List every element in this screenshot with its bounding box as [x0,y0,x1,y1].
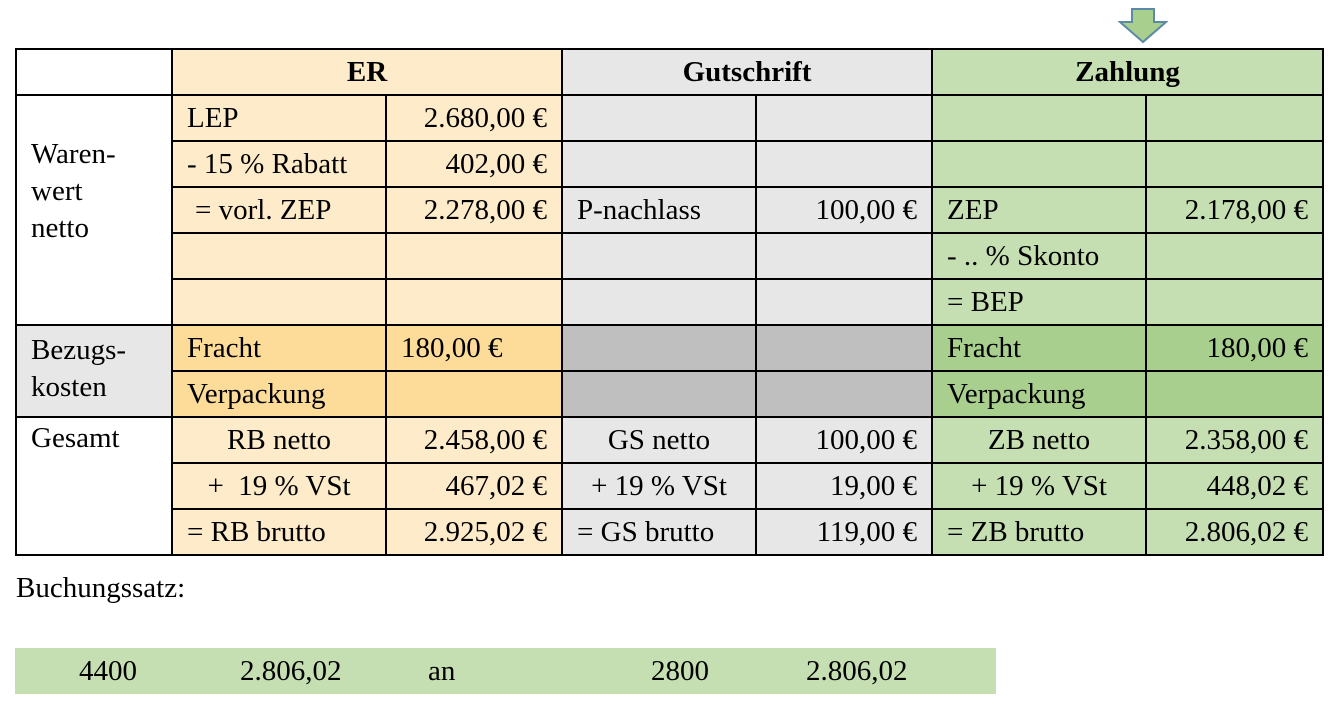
table-row [16,509,1323,555]
gs-label [562,95,756,141]
table-row [16,141,1323,187]
gs-value [756,279,932,325]
za-value: 180,00 € [1146,325,1323,371]
er-value: 2.278,00 € [386,187,562,233]
header-er: ER [172,49,562,95]
za-value [1146,141,1323,187]
za-label: Verpackung [932,371,1146,417]
za-label: ZB netto [932,417,1146,463]
er-label: - 15 % Rabatt [172,141,386,187]
group-label-gesamt: Gesamt [16,417,172,555]
gs-value: 100,00 € [756,417,932,463]
er-label [172,279,386,325]
er-label [172,233,386,279]
credit-account: 2800 [651,655,709,687]
za-label [932,95,1146,141]
er-value [386,279,562,325]
za-label: - .. % Skonto [932,233,1146,279]
gs-value [756,141,932,187]
table-row [16,463,1323,509]
er-value: 2.925,02 € [386,509,562,555]
table-row [16,417,1323,463]
er-value: 2.458,00 € [386,417,562,463]
calculation-table [15,48,1324,556]
header-zahlung: Zahlung [932,49,1323,95]
za-value: 2.358,00 € [1146,417,1323,463]
za-value [1146,95,1323,141]
za-value: 2.806,02 € [1146,509,1323,555]
za-label: ZEP [932,187,1146,233]
gs-value [756,325,932,371]
gs-label [562,233,756,279]
gs-label: + 19 % VSt [562,463,756,509]
booking-caption: Buchungssatz: [16,572,186,604]
table-row [16,187,1323,233]
er-label: = vorl. ZEP [172,187,386,233]
za-label: = BEP [932,279,1146,325]
gs-value [756,371,932,417]
za-label: Fracht [932,325,1146,371]
group-label-warenwert: Waren- wert netto [16,95,172,325]
er-value: 2.680,00 € [386,95,562,141]
er-label: Fracht [172,325,386,371]
za-value [1146,233,1323,279]
gs-value: 19,00 € [756,463,932,509]
gs-value: 100,00 € [756,187,932,233]
gs-label: GS netto [562,417,756,463]
gs-value [756,95,932,141]
er-label: RB netto [172,417,386,463]
gs-value: 119,00 € [756,509,932,555]
credit-amount: 2.806,02 [806,655,908,687]
down-arrow-icon [1118,8,1168,44]
header-row [16,49,1323,95]
er-label: LEP [172,95,386,141]
za-value: 448,02 € [1146,463,1323,509]
table-row [16,95,1323,141]
er-value [386,371,562,417]
corner-cell [16,49,172,95]
gs-label: = GS brutto [562,509,756,555]
er-value: 402,00 € [386,141,562,187]
connector-word: an [428,655,456,687]
table-row [16,233,1323,279]
group-label-bezugskosten: Bezugs- kosten [16,325,172,417]
er-label: Verpackung [172,371,386,417]
za-value [1146,371,1323,417]
table-row [16,279,1323,325]
za-value [1146,279,1323,325]
za-value: 2.178,00 € [1146,187,1323,233]
er-label: = RB brutto [172,509,386,555]
debit-account: 4400 [79,655,137,687]
table-row [16,325,1323,371]
za-label: + 19 % VSt [932,463,1146,509]
gs-label [562,371,756,417]
er-label: + 19 % VSt [172,463,386,509]
booking-entry [15,648,996,694]
za-label [932,141,1146,187]
debit-amount: 2.806,02 [240,655,342,687]
gs-value [756,233,932,279]
gs-label [562,279,756,325]
gs-label: P-nachlass [562,187,756,233]
gs-label [562,141,756,187]
za-label: = ZB brutto [932,509,1146,555]
header-gutschrift: Gutschrift [562,49,932,95]
gs-label [562,325,756,371]
er-value: 180,00 € [386,325,562,371]
er-value: 467,02 € [386,463,562,509]
table-row [16,371,1323,417]
er-value [386,233,562,279]
